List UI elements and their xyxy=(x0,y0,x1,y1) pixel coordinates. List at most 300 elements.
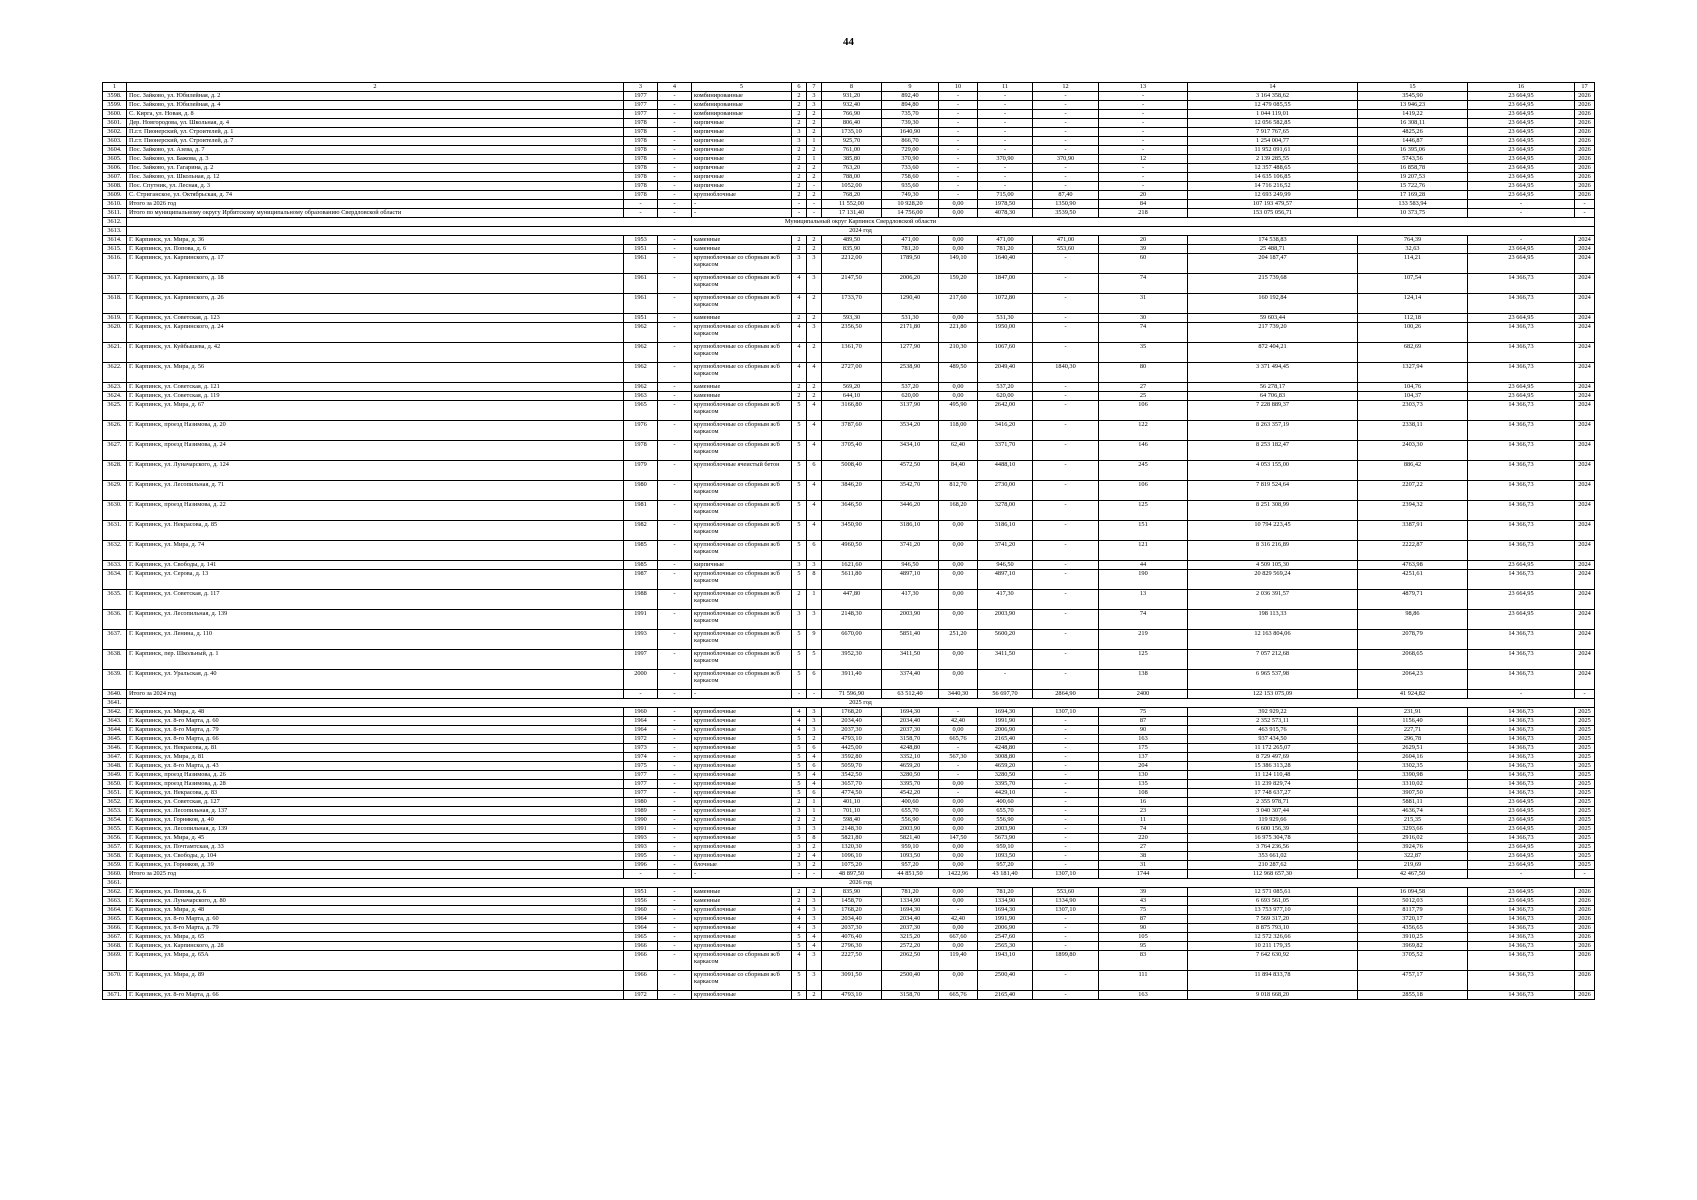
table-row xyxy=(103,236,1595,245)
table-cell: 3 xyxy=(792,825,807,834)
table-cell: 43 181,40 xyxy=(978,870,1033,879)
table-cell: - xyxy=(1033,383,1099,392)
table-cell: - xyxy=(658,392,692,401)
table-cell: 598,40 xyxy=(822,816,882,825)
table-cell: 3911,40 xyxy=(822,670,882,690)
table-cell: 872 404,21 xyxy=(1188,343,1358,363)
table-cell: 1694,30 xyxy=(882,906,939,915)
table-cell: 10 373,75 xyxy=(1358,209,1468,218)
table-cell: 4 xyxy=(807,441,822,461)
table-cell: 42,40 xyxy=(939,915,978,924)
table-cell: 2212,00 xyxy=(822,254,882,274)
table-cell: 138 xyxy=(1099,670,1188,690)
table-cell: 5 xyxy=(792,744,807,753)
table-cell: - xyxy=(658,209,692,218)
table-row xyxy=(103,590,1595,610)
table-cell: 2026 xyxy=(1575,888,1595,897)
table-row xyxy=(103,888,1595,897)
table-cell: 3 xyxy=(807,726,822,735)
table-cell: крупноблочные xyxy=(692,744,792,753)
table-cell: - xyxy=(1468,236,1575,245)
table-cell: 90 xyxy=(1099,726,1188,735)
table-cell: - xyxy=(1033,274,1099,294)
table-cell: 3787,60 xyxy=(822,421,882,441)
table-cell: Г. Карпинск, проезд Назимова, д. 22 xyxy=(127,501,624,521)
column-number-cell: 7 xyxy=(807,83,822,92)
table-cell: 1980 xyxy=(624,481,658,501)
table-cell: 14 366,73 xyxy=(1468,924,1575,933)
table-cell: 1951 xyxy=(624,888,658,897)
table-cell: 15 386 313,28 xyxy=(1188,762,1358,771)
table-cell: 1840,30 xyxy=(1033,363,1099,383)
table-cell: 749,30 xyxy=(882,191,939,200)
table-cell: 763,20 xyxy=(822,164,882,173)
table-cell: 119,40 xyxy=(939,951,978,971)
table-row xyxy=(103,735,1595,744)
table-cell: 1977 xyxy=(624,110,658,119)
table-cell: 62,40 xyxy=(939,441,978,461)
table-cell: 23 664,95 xyxy=(1468,888,1575,897)
table-cell: крупноблочные xyxy=(692,753,792,762)
table-cell: Пос. Зайково, ул. Гагарина, д. 2 xyxy=(127,164,624,173)
table-cell: - xyxy=(939,119,978,128)
table-cell: 1977 xyxy=(624,771,658,780)
table-cell: 655,70 xyxy=(882,807,939,816)
table-cell: 4 xyxy=(792,915,807,924)
table-cell: 1991,90 xyxy=(978,717,1033,726)
column-number-cell: 4 xyxy=(658,83,692,92)
table-cell: 7 642 630,92 xyxy=(1188,951,1358,971)
table-cell: 1978 xyxy=(624,128,658,137)
table-cell: 111 xyxy=(1099,971,1188,991)
table-cell: 125 xyxy=(1099,650,1188,670)
table-cell: 2026 xyxy=(1575,155,1595,164)
table-cell: 1847,00 xyxy=(978,274,1033,294)
table-cell: 1966 xyxy=(624,942,658,951)
table-cell: крупноблочные xyxy=(692,906,792,915)
table-cell: 4659,20 xyxy=(882,762,939,771)
table-cell: - xyxy=(658,906,692,915)
table-cell: 1977 xyxy=(624,92,658,101)
table-cell: 0,00 xyxy=(939,209,978,218)
table-cell: 1976 xyxy=(624,421,658,441)
table-cell: - xyxy=(658,798,692,807)
table-cell: 2026 xyxy=(1575,110,1595,119)
table-cell: 130 xyxy=(1099,771,1188,780)
table-cell: 4 xyxy=(792,363,807,383)
table-cell: 3 040 307,44 xyxy=(1188,807,1358,816)
table-cell: 2026 xyxy=(1575,92,1595,101)
table-cell: 14 366,73 xyxy=(1468,441,1575,461)
table-row xyxy=(103,843,1595,852)
table-cell: 124,14 xyxy=(1358,294,1468,314)
table-cell: 210 287,62 xyxy=(1188,861,1358,870)
table-cell: 3 xyxy=(807,951,822,971)
table-cell: - xyxy=(1033,501,1099,521)
table-cell: Г. Карпинск, ул. Советская, д. 123 xyxy=(127,314,624,323)
table-cell: 5 xyxy=(792,570,807,590)
table-cell: 3633. xyxy=(103,561,127,570)
table-cell: 1093,50 xyxy=(882,852,939,861)
table-cell: 5 xyxy=(792,541,807,561)
table-cell: 74 xyxy=(1099,825,1188,834)
table-cell: 1995 xyxy=(624,852,658,861)
row-number-cell: 3612. xyxy=(103,218,127,227)
table-cell: 215 739,68 xyxy=(1188,274,1358,294)
table-cell: - xyxy=(658,650,692,670)
table-cell: 6 693 561,05 xyxy=(1188,897,1358,906)
table-row xyxy=(103,155,1595,164)
table-cell: 2 xyxy=(792,852,807,861)
table-cell: 0,00 xyxy=(939,570,978,590)
table-cell: 2 xyxy=(807,128,822,137)
table-cell: 3395,70 xyxy=(978,780,1033,789)
table-cell: 1966 xyxy=(624,951,658,971)
table-cell: 231,91 xyxy=(1358,708,1468,717)
table-cell: - xyxy=(658,870,692,879)
table-cell: 3598. xyxy=(103,92,127,101)
table-cell: 2025 xyxy=(1575,735,1595,744)
row-number-cell: 3641. xyxy=(103,699,127,708)
table-cell: 105 xyxy=(1099,933,1188,942)
table-cell: 3924,76 xyxy=(1358,843,1468,852)
table-cell: 3668. xyxy=(103,942,127,951)
table-cell: 2 xyxy=(792,92,807,101)
table-cell: 11 172 265,07 xyxy=(1188,744,1358,753)
table-cell: - xyxy=(939,110,978,119)
table-cell: 3664. xyxy=(103,906,127,915)
table-cell: 20 xyxy=(1099,191,1188,200)
table-cell: 781,20 xyxy=(882,888,939,897)
table-cell: - xyxy=(658,245,692,254)
table-cell: 3302,35 xyxy=(1358,762,1468,771)
table-cell: 3635. xyxy=(103,590,127,610)
table-cell: 27 xyxy=(1099,383,1188,392)
table-cell: 2026 xyxy=(1575,915,1595,924)
table-cell: - xyxy=(792,870,807,879)
table-cell: 7 819 524,64 xyxy=(1188,481,1358,501)
table-cell: 5 xyxy=(792,481,807,501)
table-cell: 23 664,95 xyxy=(1468,816,1575,825)
table-cell: 125 xyxy=(1099,501,1188,521)
table-cell: П.г.т. Пионерский, ул. Строителей, д. 1 xyxy=(127,128,624,137)
table-cell: 2207,22 xyxy=(1358,481,1468,501)
table-cell: 3 xyxy=(807,971,822,991)
table-cell: крупноблочные со сборным ж/б каркасом xyxy=(692,590,792,610)
table-cell: - xyxy=(658,816,692,825)
column-number-cell: 16 xyxy=(1468,83,1575,92)
table-cell: крупноблочные со сборным ж/б каркасом xyxy=(692,274,792,294)
table-cell: 23 664,95 xyxy=(1468,191,1575,200)
table-cell: 168,20 xyxy=(939,501,978,521)
table-cell: 3 xyxy=(792,843,807,852)
table-cell: - xyxy=(1099,146,1188,155)
table-cell: 353 661,02 xyxy=(1188,852,1358,861)
table-cell: крупноблочные со сборным ж/б каркасом xyxy=(692,630,792,650)
table-cell: 1993 xyxy=(624,630,658,650)
column-number-cell: 9 xyxy=(882,83,939,92)
table-cell: 80 xyxy=(1099,363,1188,383)
table-cell: 2 xyxy=(807,191,822,200)
table-cell: 219,69 xyxy=(1358,861,1468,870)
table-cell: крупноблочные со сборным ж/б каркасом xyxy=(692,294,792,314)
table-cell: 3665. xyxy=(103,915,127,924)
table-cell: 14 366,73 xyxy=(1468,323,1575,343)
table-cell: 735,70 xyxy=(882,110,939,119)
table-cell: 489,50 xyxy=(939,363,978,383)
table-cell: 370,90 xyxy=(978,155,1033,164)
table-cell: 835,90 xyxy=(822,888,882,897)
table-cell: 2026 xyxy=(1575,119,1595,128)
table-cell: 3592,80 xyxy=(822,753,882,762)
table-cell: - xyxy=(978,173,1033,182)
column-number-cell: 14 xyxy=(1188,83,1358,92)
table-cell: 3654. xyxy=(103,816,127,825)
table-cell: 3644. xyxy=(103,726,127,735)
table-cell: 3390,98 xyxy=(1358,771,1468,780)
table-cell: 0,00 xyxy=(939,650,978,670)
table-cell: 3638. xyxy=(103,650,127,670)
table-cell: 12 572 326,66 xyxy=(1188,933,1358,942)
table-cell: - xyxy=(1033,392,1099,401)
table-cell: 217,60 xyxy=(939,294,978,314)
table-cell: 3091,50 xyxy=(822,971,882,991)
table-cell: - xyxy=(658,762,692,771)
table-cell: 2 xyxy=(807,383,822,392)
table-cell: - xyxy=(1033,650,1099,670)
table-cell: 400,60 xyxy=(978,798,1033,807)
table-cell: 5 xyxy=(792,501,807,521)
table-row xyxy=(103,726,1595,735)
table-cell: 495,90 xyxy=(939,401,978,421)
table-cell: 8 263 357,19 xyxy=(1188,421,1358,441)
table-cell: 5 xyxy=(792,441,807,461)
table-cell: 1991 xyxy=(624,610,658,630)
table-cell: 2 xyxy=(807,991,822,1000)
table-cell: 2025 xyxy=(1575,825,1595,834)
table-cell: 959,10 xyxy=(978,843,1033,852)
table-cell: 43 xyxy=(1099,897,1188,906)
table-cell: - xyxy=(658,951,692,971)
table-cell: Г. Карпинск, ул. 8-го Марта, д. 79 xyxy=(127,924,624,933)
table-row xyxy=(103,861,1595,870)
table-cell: 417,30 xyxy=(978,590,1033,610)
table-cell: 14 366,73 xyxy=(1468,991,1575,1000)
table-cell: 1975 xyxy=(624,762,658,771)
table-cell: 1320,30 xyxy=(822,843,882,852)
table-cell: 23 664,95 xyxy=(1468,110,1575,119)
table-cell: - xyxy=(658,164,692,173)
table-cell: 217 739,20 xyxy=(1188,323,1358,343)
table-cell: 3 xyxy=(807,561,822,570)
table-cell: 2078,79 xyxy=(1358,630,1468,650)
table-cell: 766,90 xyxy=(822,110,882,119)
table-cell: 1963 xyxy=(624,392,658,401)
table-cell: 0,00 xyxy=(939,888,978,897)
table-cell: - xyxy=(658,323,692,343)
table-cell: - xyxy=(792,209,807,218)
table-cell: 2034,40 xyxy=(822,717,882,726)
table-cell: блочные xyxy=(692,861,792,870)
table-cell: - xyxy=(1033,933,1099,942)
table-row xyxy=(103,690,1595,699)
table-cell: 1977 xyxy=(624,789,658,798)
table-cell: 1964 xyxy=(624,726,658,735)
table-row xyxy=(103,991,1595,1000)
table-cell: 2025 xyxy=(1575,816,1595,825)
table-cell: 160 192,84 xyxy=(1188,294,1358,314)
table-cell: крупноблочные xyxy=(692,942,792,951)
table-cell: 3609. xyxy=(103,191,127,200)
table-row xyxy=(103,762,1595,771)
table-cell: 1989 xyxy=(624,807,658,816)
table-cell: 23 664,95 xyxy=(1468,798,1575,807)
table-cell: - xyxy=(658,421,692,441)
table-cell: 39 xyxy=(1099,888,1188,897)
table-cell: - xyxy=(1099,182,1188,191)
table-cell: 4 xyxy=(792,906,807,915)
table-cell: 23 664,95 xyxy=(1468,92,1575,101)
table-cell: 2165,40 xyxy=(978,991,1033,1000)
table-cell: 2026 xyxy=(1575,991,1595,1000)
table-cell: 8 xyxy=(807,834,822,843)
table-row xyxy=(103,807,1595,816)
table-cell: 1350,90 xyxy=(1033,200,1099,209)
table-cell: 3374,40 xyxy=(882,670,939,690)
column-number-cell: 8 xyxy=(822,83,882,92)
table-cell: 932,40 xyxy=(822,101,882,110)
table-cell: 4 xyxy=(807,363,822,383)
table-cell: - xyxy=(1033,128,1099,137)
table-cell: - xyxy=(658,481,692,501)
table-cell: 64 706,83 xyxy=(1188,392,1358,401)
table-cell: 781,20 xyxy=(978,245,1033,254)
table-cell: 739,30 xyxy=(882,119,939,128)
table-cell: 12 571 085,61 xyxy=(1188,888,1358,897)
table-row xyxy=(103,119,1595,128)
table-cell: - xyxy=(658,137,692,146)
table-cell: 95 xyxy=(1099,942,1188,951)
table-cell: 3158,70 xyxy=(882,735,939,744)
table-cell: 4 xyxy=(792,708,807,717)
table-cell: каменные xyxy=(692,392,792,401)
table-cell: 531,30 xyxy=(882,314,939,323)
table-cell: крупноблочные xyxy=(692,798,792,807)
page-number: 44 xyxy=(843,36,854,48)
table-row xyxy=(103,789,1595,798)
table-cell: кирпичные xyxy=(692,155,792,164)
table-cell: - xyxy=(658,852,692,861)
table-cell: 151 xyxy=(1099,521,1188,541)
table-cell: крупноблочные со сборным ж/б каркасом xyxy=(692,254,792,274)
table-cell: - xyxy=(658,942,692,951)
table-cell: 3600. xyxy=(103,110,127,119)
table-cell: 2 xyxy=(807,314,822,323)
table-cell: 758,60 xyxy=(882,173,939,182)
table-cell: - xyxy=(658,561,692,570)
column-number-cell: 13 xyxy=(1099,83,1188,92)
table-cell: 937 434,50 xyxy=(1188,735,1358,744)
table-cell: 3542,50 xyxy=(822,771,882,780)
table-cell: 3629. xyxy=(103,481,127,501)
table-cell: 2026 xyxy=(1575,137,1595,146)
table-row xyxy=(103,798,1595,807)
table-cell: 1985 xyxy=(624,541,658,561)
table-cell: 3653. xyxy=(103,807,127,816)
table-cell: - xyxy=(1575,690,1595,699)
table-cell: 8 316 216,89 xyxy=(1188,541,1358,561)
table-cell: 3387,91 xyxy=(1358,521,1468,541)
table-cell: 3741,20 xyxy=(882,541,939,561)
table-cell: крупноблочные xyxy=(692,735,792,744)
table-cell: 1993 xyxy=(624,843,658,852)
table-cell: 3 xyxy=(792,137,807,146)
table-cell: 5881,11 xyxy=(1358,798,1468,807)
table-cell: - xyxy=(939,789,978,798)
table-cell: 0,00 xyxy=(939,590,978,610)
table-row xyxy=(103,610,1595,630)
table-cell: 23 664,95 xyxy=(1468,119,1575,128)
table-cell: крупноблочные со сборным ж/б каркасом xyxy=(692,343,792,363)
table-cell: крупноблочные xyxy=(692,915,792,924)
section-row xyxy=(103,879,1595,888)
table-cell: 31 xyxy=(1099,861,1188,870)
table-cell: 44 851,50 xyxy=(882,870,939,879)
table-cell: 0,00 xyxy=(939,798,978,807)
table-cell: 3 164 358,62 xyxy=(1188,92,1358,101)
table-cell: 60 xyxy=(1099,254,1188,274)
table-cell: - xyxy=(658,717,692,726)
table-cell: 2 xyxy=(792,798,807,807)
table-cell: 2024 xyxy=(1575,314,1595,323)
table-cell: 3605. xyxy=(103,155,127,164)
table-cell: 3634. xyxy=(103,570,127,590)
table-cell: Пос. Зайково, ул. Азева, д. 7 xyxy=(127,146,624,155)
table-cell: Г. Карпинск, ул. Карпинского, д. 24 xyxy=(127,323,624,343)
table-cell: Г. Карпинск, пер. Школьный, д. 1 xyxy=(127,650,624,670)
table-cell: 2148,30 xyxy=(822,825,882,834)
table-cell: - xyxy=(978,101,1033,110)
table-cell: 4 053 155,00 xyxy=(1188,461,1358,481)
table-cell: 2025 xyxy=(1575,771,1595,780)
table-cell: 4793,10 xyxy=(822,735,882,744)
table-cell: 23 664,95 xyxy=(1468,173,1575,182)
table-cell: 3655. xyxy=(103,825,127,834)
table-cell: 190 xyxy=(1099,570,1188,590)
table-cell: крупноблочные со сборным ж/б каркасом xyxy=(692,541,792,561)
table-cell: 1965 xyxy=(624,401,658,421)
table-row xyxy=(103,461,1595,481)
table-cell: - xyxy=(658,630,692,650)
table-cell: 8117,79 xyxy=(1358,906,1468,915)
table-cell: 4 xyxy=(807,771,822,780)
table-cell: 30 xyxy=(1099,314,1188,323)
table-cell: 14 366,73 xyxy=(1468,834,1575,843)
table-cell: - xyxy=(692,870,792,879)
table-cell: С. Стриганское, ул. Октябрьская, д. 74 xyxy=(127,191,624,200)
table-cell: 16 975 304,78 xyxy=(1188,834,1358,843)
table-cell: - xyxy=(658,861,692,870)
table-cell: 14 366,73 xyxy=(1468,401,1575,421)
table-cell: 12 693 249,99 xyxy=(1188,191,1358,200)
table-cell: 1 xyxy=(807,155,822,164)
table-cell: 1 xyxy=(807,798,822,807)
table-cell: Пос. Зайково, ул. Школьная, д. 12 xyxy=(127,173,624,182)
table-cell: - xyxy=(658,501,692,521)
table-cell: 3450,90 xyxy=(822,521,882,541)
table-cell: 2026 xyxy=(1575,906,1595,915)
column-number-cell: 10 xyxy=(939,83,978,92)
